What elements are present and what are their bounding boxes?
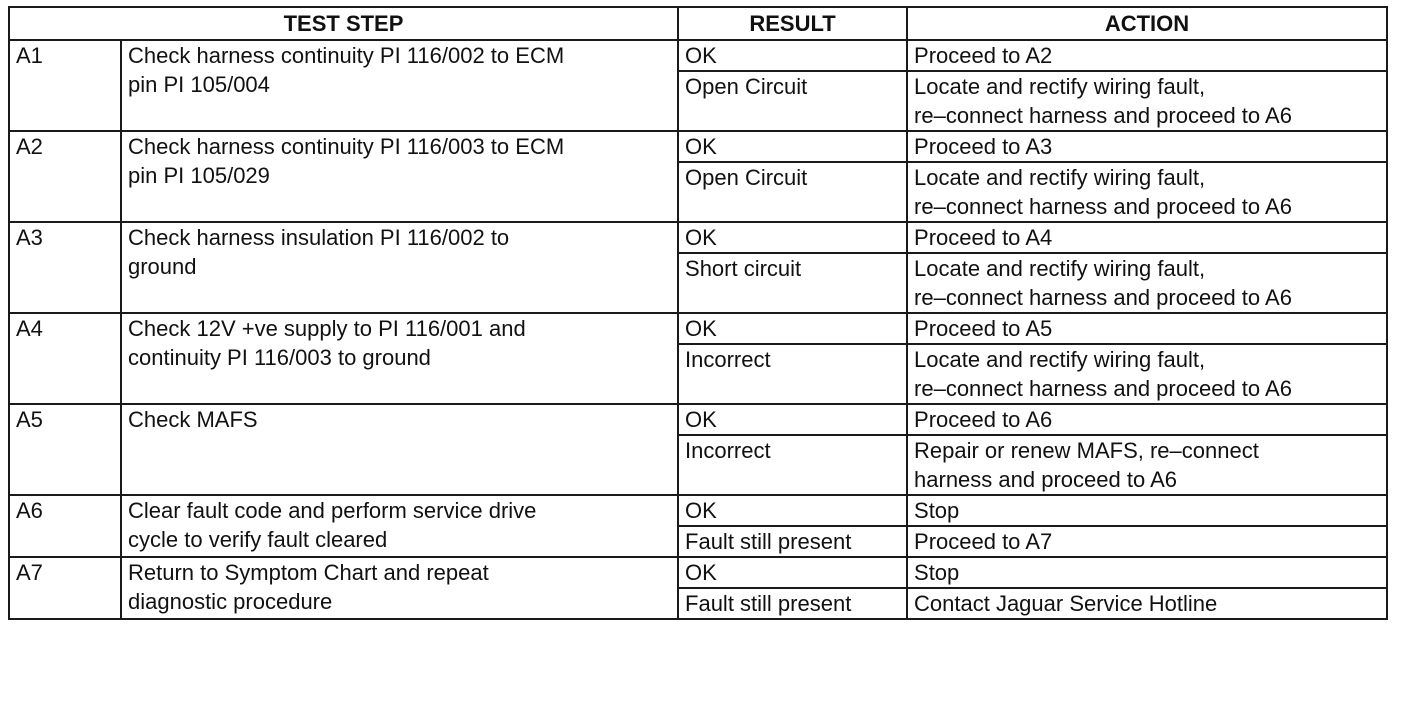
action-cell bbox=[907, 557, 1387, 588]
table-row bbox=[9, 40, 1387, 71]
step-id-cell: A5 bbox=[9, 404, 121, 495]
action-line: re–connect harness and proceed to A6 bbox=[914, 103, 1292, 128]
action-line: Proceed to A7 bbox=[914, 529, 1053, 554]
result-cell: OK bbox=[678, 222, 907, 253]
action-cell bbox=[907, 313, 1387, 344]
action-line: Proceed to A3 bbox=[914, 134, 1053, 159]
step-id-cell: A1 bbox=[9, 40, 121, 131]
action-line: Proceed to A2 bbox=[914, 43, 1053, 68]
table-row bbox=[9, 557, 1387, 588]
table-row bbox=[9, 222, 1387, 253]
step-description-line: pin PI 105/029 bbox=[128, 163, 270, 188]
header-test-step: TEST STEP bbox=[9, 7, 678, 40]
action-line: Locate and rectify wiring fault, bbox=[914, 347, 1206, 372]
step-description-line: Check MAFS bbox=[128, 407, 258, 432]
action-line: re–connect harness and proceed to A6 bbox=[914, 376, 1292, 401]
action-line: Proceed to A5 bbox=[914, 316, 1053, 341]
action-cell bbox=[907, 253, 1387, 313]
action-cell bbox=[907, 71, 1387, 131]
step-description-cell bbox=[121, 131, 678, 222]
step-description-cell bbox=[121, 557, 678, 619]
action-cell bbox=[907, 495, 1387, 526]
step-description-line: Check 12V +ve supply to PI 116/001 and bbox=[128, 316, 526, 341]
result-cell: Short circuit bbox=[678, 253, 907, 313]
result-cell: OK bbox=[678, 40, 907, 71]
diagnostic-table-container bbox=[8, 6, 1388, 620]
result-cell: OK bbox=[678, 557, 907, 588]
action-line: Locate and rectify wiring fault, bbox=[914, 256, 1206, 281]
table-row bbox=[9, 404, 1387, 435]
action-cell bbox=[907, 435, 1387, 495]
step-description-cell bbox=[121, 495, 678, 557]
action-line: re–connect harness and proceed to A6 bbox=[914, 285, 1292, 310]
action-line: Locate and rectify wiring fault, bbox=[914, 74, 1206, 99]
action-line: Proceed to A6 bbox=[914, 407, 1053, 432]
step-description-line: Check harness insulation PI 116/002 to bbox=[128, 225, 510, 250]
header-action: ACTION bbox=[907, 7, 1387, 40]
step-id-cell: A7 bbox=[9, 557, 121, 619]
step-description-line: ground bbox=[128, 254, 197, 279]
action-line: Contact Jaguar Service Hotline bbox=[914, 591, 1218, 616]
result-cell: Open Circuit bbox=[678, 162, 907, 222]
action-cell bbox=[907, 131, 1387, 162]
action-line: Locate and rectify wiring fault, bbox=[914, 165, 1206, 190]
action-line: re–connect harness and proceed to A6 bbox=[914, 194, 1292, 219]
action-line: Stop bbox=[914, 560, 960, 585]
step-description-cell bbox=[121, 222, 678, 313]
step-description-cell bbox=[121, 40, 678, 131]
step-description-line: Check harness continuity PI 116/003 to ECM bbox=[128, 134, 565, 159]
action-line: harness and proceed to A6 bbox=[914, 467, 1177, 492]
step-id-cell: A3 bbox=[9, 222, 121, 313]
action-line: Repair or renew MAFS, re–connect bbox=[914, 438, 1259, 463]
result-cell: Fault still present bbox=[678, 526, 907, 557]
action-cell bbox=[907, 222, 1387, 253]
step-description-line: continuity PI 116/003 to ground bbox=[128, 345, 431, 370]
result-cell: OK bbox=[678, 495, 907, 526]
step-description-line: diagnostic procedure bbox=[128, 589, 333, 614]
diagnostic-table-body bbox=[9, 40, 1387, 619]
header-row bbox=[9, 7, 1387, 40]
header-result: RESULT bbox=[678, 7, 907, 40]
step-description-line: pin PI 105/004 bbox=[128, 72, 270, 97]
result-cell: Incorrect bbox=[678, 435, 907, 495]
step-description-line: cycle to verify fault cleared bbox=[128, 527, 388, 552]
table-row bbox=[9, 495, 1387, 526]
action-cell bbox=[907, 162, 1387, 222]
action-cell bbox=[907, 404, 1387, 435]
result-cell: Fault still present bbox=[678, 588, 907, 619]
result-cell: OK bbox=[678, 404, 907, 435]
action-cell bbox=[907, 40, 1387, 71]
result-cell: Incorrect bbox=[678, 344, 907, 404]
step-id-cell: A6 bbox=[9, 495, 121, 557]
action-line: Stop bbox=[914, 498, 960, 523]
table-row bbox=[9, 313, 1387, 344]
step-id-cell: A4 bbox=[9, 313, 121, 404]
diagnostic-table bbox=[8, 6, 1388, 620]
action-cell bbox=[907, 588, 1387, 619]
result-cell: OK bbox=[678, 313, 907, 344]
table-row bbox=[9, 131, 1387, 162]
result-cell: OK bbox=[678, 131, 907, 162]
step-description-line: Check harness continuity PI 116/002 to ECM bbox=[128, 43, 565, 68]
step-description-cell bbox=[121, 404, 678, 495]
step-id-cell: A2 bbox=[9, 131, 121, 222]
action-cell bbox=[907, 526, 1387, 557]
step-description-cell bbox=[121, 313, 678, 404]
step-description-line: Clear fault code and perform service drive bbox=[128, 498, 537, 523]
step-description-line: Return to Symptom Chart and repeat bbox=[128, 560, 489, 585]
action-cell bbox=[907, 344, 1387, 404]
result-cell: Open Circuit bbox=[678, 71, 907, 131]
action-line: Proceed to A4 bbox=[914, 225, 1053, 250]
